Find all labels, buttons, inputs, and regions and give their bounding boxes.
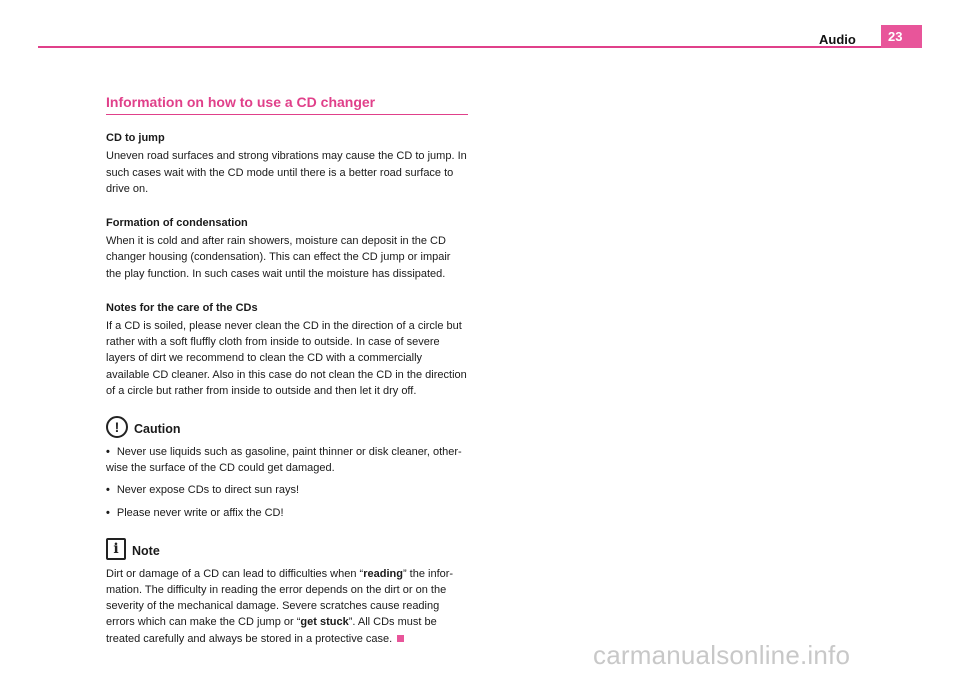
section-title: Audio: [819, 32, 856, 47]
note-bold-reading: reading: [363, 567, 403, 580]
caution-item-text: Never use liquids such as gasoline, paint thinner or disk cleaner, other-wise the surface of the CD could get damaged.: [106, 446, 462, 475]
section-text-care: If a CD is soiled, please never clean the CD in the direction of a circle but rather with a soft fluffly cloth from inside to outside. In case of severe layers of dirt we recommend to clean the CD with a commercially available CD cleaner. Also in this case do not clean the CD in the direction of a circle but rather from inside to outside and then let it dry off.: [106, 320, 467, 397]
caution-label: Caution: [134, 421, 181, 436]
section-title-care: Notes for the care of the CDs: [106, 301, 258, 314]
bullet-icon: •: [106, 484, 110, 497]
bullet-icon: •: [106, 506, 110, 519]
caution-item: [106, 505, 468, 521]
end-of-section-icon: [397, 635, 404, 642]
caution-item: [106, 482, 468, 498]
note-label: Note: [132, 543, 160, 558]
watermark: carmanualsonline.info: [593, 640, 851, 670]
note-text: [106, 566, 468, 647]
section-text-cd-jump: Uneven road surfaces and strong vibrations may cause the CD to jump. In such cases wait with the CD mode until there is a better road surface to drive on.: [106, 150, 467, 195]
section-title-condensation: Formation of condensation: [106, 217, 248, 230]
header-rule: [38, 46, 922, 48]
caution-header: [106, 416, 468, 438]
caution-item-text: Please never write or affix the CD!: [116, 506, 284, 519]
bullet-icon: •: [106, 446, 110, 459]
caution-item-text: Never expose CDs to direct sun rays!: [116, 484, 300, 497]
caution-item: [106, 444, 468, 476]
note-text-part: ”. All CDs must be treated carefully and always be stored in a protective case.: [106, 616, 437, 645]
note-header: [106, 538, 468, 560]
note-text-part: Dirt or damage of a CD can lead to difficulties when “: [106, 567, 364, 580]
section-title-cd-jump: CD to jump: [106, 132, 165, 145]
note-text-part: ” the infor-mation. The difficulty in reading the error depends on the dirt or on the severity of the mechanical damage. Severe scratches cause reading errors which can make the CD jump or “: [106, 567, 454, 629]
exclamation-circle-icon: !: [106, 416, 128, 438]
section-text-condensation: When it is cold and after rain showers, moisture can deposit in the CD changer housing (condensation). This can effect the CD jump or impair the play function. In such cases wait until the moisture has dissipated.: [106, 235, 451, 280]
page-heading: Information on how to use a CD changer: [106, 94, 468, 115]
page-content: [106, 94, 468, 647]
note-bold-get-stuck: get stuck: [300, 616, 349, 629]
page-number-badge: 23: [881, 25, 922, 48]
info-icon: i: [106, 538, 126, 560]
